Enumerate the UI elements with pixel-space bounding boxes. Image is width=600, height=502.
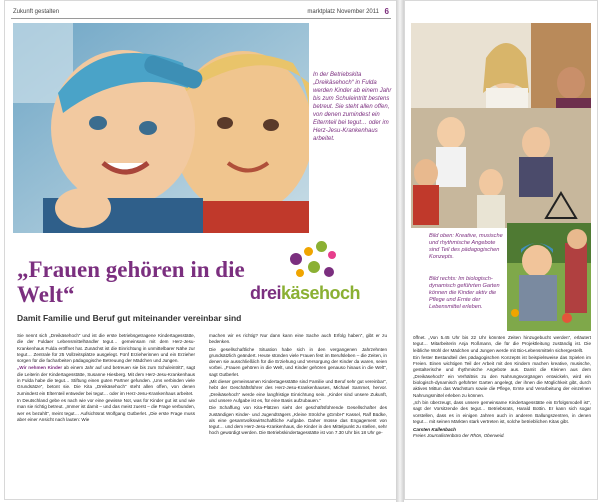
article-column-2 [209,333,387,495]
article-body [17,333,389,495]
logo-wordmark [250,283,360,304]
hero-photo [13,23,309,233]
dreikaesehoch-logo [250,239,395,319]
issue-label: marktplatz November 2011 [307,9,379,15]
paragraph: „Wir nehmen Kinder ab einem Jahr auf und betreuen sie bis zum Schuleintritt“, sagt die Leiterin der Kindertagesstätte, Susanne Hiesberg. Mit dem Herz-Jesu-Krankenhaus in Fulda habe die tegut… Stiftung einen guten Partner gefunden. „Uns verbinden viele Grundsätze“, betont sie. Die Kita „Dreikäsehoch“ steht allen offen, von denen zumindest ein Elternteil entweder bei tegut… oder im Herz-Jesu-Krankenhaus arbeitet. [17,365,195,396]
paragraph: In Deutschland gebe es nach wie vor eine gewisse Not, was für Kinder gut ist und wie man sie richtig betreut. „Immer ist damit – und das meist zuerst – die Frage verbunden, wer es bezahlt“, meint tegut… Aufsichtsrat Wolfgang Gutberlet. „Die erste Frage muss aber einer Ansicht nach lauten: Wie [17,397,195,422]
logo-word-part1: drei [250,283,282,303]
article-column-3 [413,335,591,485]
children-photo-illustration [13,23,309,233]
left-page [4,0,398,500]
garden-photo [507,223,591,331]
paragraph: Die Schaffung von Kita-Plätzen sieht der geschäftsführende Gesellschafter des zuständigen Kinder- und Jugendträgers „Kleine Strolche gGmbH“ Kassel, Ralf Büdke, als eine gesamtvolkswirtschaftliche Aufgabe. Daher müsse das Engagement von tegut… und dem Herz-Jesu-Krankenhaus, die Kinder in den Mittelpunkt zu stellen, sehr hoch gewürdigt werden. Die Betriebskindertagesstätte ist von 7.30 Uhr bis 18 Uhr ge- [209,405,387,436]
paragraph: „Mit dieser gemeinsamen Kindertagesstätte sind Familie und Beruf sehr gut vereinbar“, hebt der Geschäftsführer des Herz-Jesu-Krankenhauses, Michael Sammet, hervor. „Dreikäsehoch“ werde eine langfristige Einrichtung sein. „Kinder sind unsere Zukunft, und unsere Aufgabe ist es, für eine Basis aufzubauen.“ [209,379,387,403]
paragraph: öffnet. „Von 5.45 Uhr bis 22 Uhr könnten Zeiten hinzugebucht werden“, erläutert tegut… Mitarbeiterin Anja Roßmann, die für die Projektleitung zuständig ist. Die leibliche Wohl der Mädchen und Jungen werde mit Bio-Lebensmitteln sichergestellt. [413,335,591,353]
classroom-photo-illustration [411,23,591,228]
author-block [413,427,591,440]
logo-word-part2: käsehoch [281,283,361,303]
photo-caption: In der Betriebskita „Dreikäsehoch“ in Fulda werden Kinder ab einem Jahr bis zum Schuleintritt bestens betreut. Sie steht allen offen, von denen zumindest ein Elternteil bei tegut… oder im Herz-Jesu-Krankenhaus arbeitet. [313,72,392,142]
page-header [11,6,391,19]
page-number: 6 [384,7,389,16]
paragraph: Sie nennt sich „Dreikäsehoch“ und ist die erste betriebsgetragene Kindertagesstätte, die der Fuldaer Lebensmittelhändler tegut… gemeinsam mit dem Herz-Jesu-Krankenhaus Fulda eröffnet hat. Zunächst ist die Einrichtung in unmittelbarer Nähe zur tegut… Zentrale für 25 Vollzeitsplätze ausgelegt. Fünf Erzieherinnen und ein Erzieher sorgen für die facharbeiten pädagogische Betreuung der Mädchen und Jungen. [17,333,195,364]
paragraph: „Ich bin überzeugt, dass unsere gemeinsame Kindertagesstätte ein Erfolgsmodell ist“, sagt der Vorsitzende des tegut… Betriebsrats, Harald Bottin. Er kann sich sogar vorstellen, dass es in einigen Jahren auch in anderen Ballungszentren, in denen tegut… mit seinen Märkten stark vertreten ist, solche betrieblichen Kitas gibt. [413,399,591,424]
right-page [404,0,598,500]
author-name: Carsten Kallenbach [413,427,456,433]
photo-caption-top: Bild oben: Kreative, musische und rhythmische Angebote sind Teil des pädagogischen Konzepts. [429,233,503,260]
section-label: Zukunft gestalten [13,9,60,15]
paragraph: Ein fester Bestandteil des pädagogischen Konzepts ist beispielsweise das Spielen im Freien. Einen wichtigen Teil der Arbeit mit den Kindern machen kreative, musische, gestalterische und rhythmische Angebote aus. Damit die Kleinen aus dem „Dreikäsehoch“ ein Verhältnis zu den Nahrungsvorgängen entwickeln, wird ein biologisch-dynamisch geführter Garten angelegt, der ihnen die Möglichkeit gibt, durch aktives Mittun das Wachstum sowie die Pflege, Ernte und Verarbeitung der einzelnen Nahrungsmittel erleben zu können. [413,354,591,398]
article-column-1 [17,333,195,495]
subheadline: Damit Familie und Beruf gut miteinander vereinbar sind [17,313,242,323]
page-gutter [396,0,404,502]
garden-photo-illustration [507,223,591,331]
classroom-photo [411,23,591,228]
paragraph: machen wir es richtig? Nur dann kann eine Sache auch Erfolg haben“, gibt er zu bedenken. [209,333,387,345]
logo-dots [290,241,340,283]
author-affiliation: Freies Journalistenbüro der Rhön, Oberweid. [413,433,505,439]
photo-caption-right: Bild rechts: Im biologisch-dynamisch geführten Garten können die Kinder aktiv die Pflege und Ernte der Lebensmittel erleben. [429,276,500,310]
headline: „Frauen gehören in die Welt“ [17,257,245,307]
paragraph: Die gesellschaftliche Situation habe sich in den vergangenen Jahrzehnten grundsätzlich geändert. Heute stünden viele Frauen fest im Berufsleben – die Zeiten, in denen sie ausschließlich für die Erziehung und Versorgung der Kinder da waren, seien vorbei. „Frauen gehören in die Welt, und Kinder gehören genauso hinaus in die Welt“, sagt Gutberlet. [209,346,387,377]
